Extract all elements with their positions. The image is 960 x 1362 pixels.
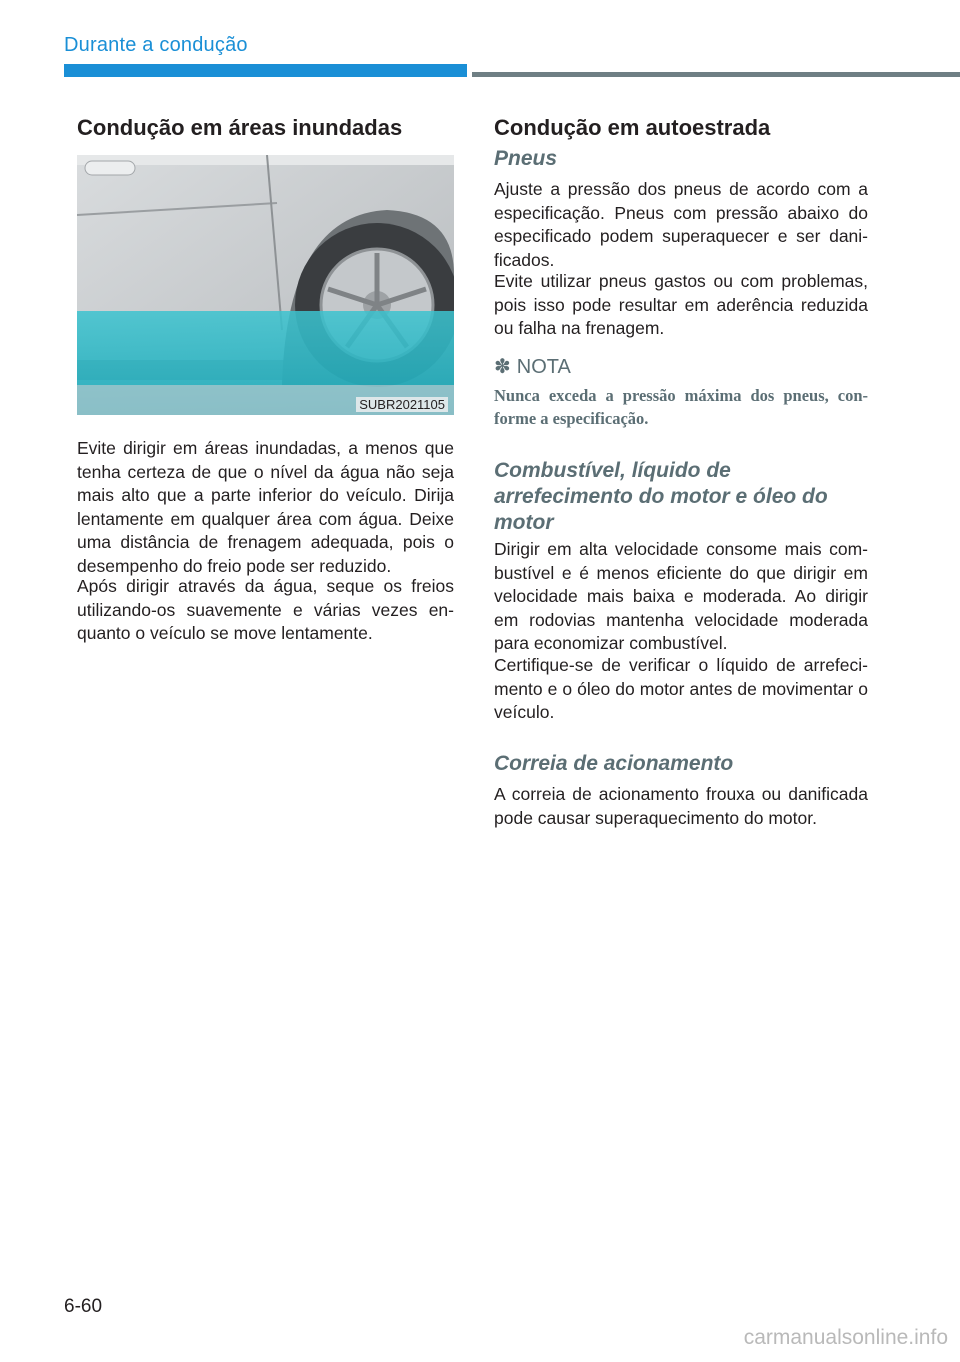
note-asterisk-icon: ✽ bbox=[494, 356, 511, 378]
watermark: carmanualsonline.info bbox=[743, 1326, 948, 1349]
paragraph-flooded-1: Evite dirigir em áreas inundadas, a menos que tenha certeza de que o nível da água não seja mais alto que a parte inferior do veículo. Dirija lentamente em qualquer área com água. Deixe uma distância de frenagem adequada, pois o desempenho do freio pode ser reduzido. bbox=[77, 438, 454, 576]
paragraph-fuel-1: Dirigir em alta velocidade consome mais com- bustível e é menos eficiente do que dirigir em velocidade mais baixa e moderada. Ao dirigir em rodovias mantenha velocidade moderada para economizar combustível. bbox=[494, 539, 868, 654]
figure-code: SUBR2021105 bbox=[356, 397, 448, 412]
heading-highway-driving: Condução em autoestrada bbox=[494, 115, 771, 140]
note-text: Nunca exceda a pressão máxima dos pneus, con- forme a especificação. bbox=[494, 386, 868, 428]
subheading-tires: Pneus bbox=[494, 147, 558, 170]
paragraph-tires-1: Ajuste a pressão dos pneus de acordo com a especificação. Pneus com pressão abaixo do especificado podem superaquecer e ser dani- ficados. bbox=[494, 179, 868, 270]
car-wheel-water-image bbox=[77, 155, 454, 415]
note-label: NOTA bbox=[516, 356, 571, 378]
paragraph-fuel-2: Certifique-se de verificar o líquido de arrefeci- mento e o óleo do motor antes de movimentar o veículo. bbox=[494, 655, 868, 723]
paragraph-flooded-2: Após dirigir através da água, seque os freios utilizando-os suavemente e várias vezes en- quanto o veículo se move lentamente. bbox=[77, 576, 454, 644]
flooded-wheel-illustration bbox=[77, 155, 454, 415]
paragraph-belt: A correia de acionamento frouxa ou danificada pode causar superaquecimento do motor. bbox=[494, 784, 868, 828]
subheading-drive-belt: Correia de acionamento bbox=[494, 752, 734, 775]
header-bar-rule bbox=[472, 72, 960, 77]
header-bar-accent bbox=[64, 64, 467, 77]
heading-flooded-areas: Condução em áreas inundadas bbox=[77, 115, 403, 140]
section-title: Durante a condução bbox=[64, 34, 248, 56]
page-number: 6-60 bbox=[64, 1296, 103, 1317]
subheading-fuel-coolant-oil: Combustível, líquido de arrefecimento do motor e óleo do motor bbox=[494, 459, 828, 534]
note-title bbox=[494, 354, 571, 379]
paragraph-tires-2: Evite utilizar pneus gastos ou com problemas, pois isso pode resultar em aderência reduzida ou falha na frenagem. bbox=[494, 271, 868, 339]
